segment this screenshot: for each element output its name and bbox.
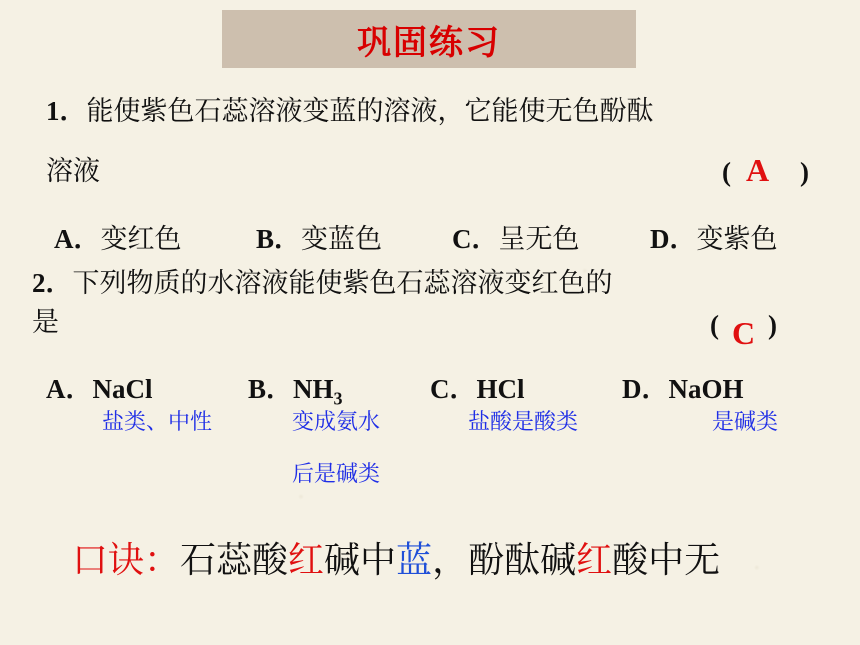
note-option-d: 是碱类 (712, 410, 779, 435)
option-text: NH (293, 374, 334, 404)
mnemonic-red-1: 红 (288, 540, 325, 581)
option-letter: C． (452, 224, 499, 254)
option-text: 呈无色 (498, 224, 580, 255)
note-option-a: 盐类、中性 (102, 410, 213, 435)
mnemonic-part-4: 酸中无 (612, 540, 721, 581)
question-1-option-a (54, 217, 182, 256)
mnemonic-red-2: 红 (576, 540, 613, 581)
option-text: NaCl (92, 374, 153, 404)
option-letter: B． (256, 224, 302, 254)
slide-title: 巩固练习 (357, 22, 501, 63)
question-2-line-1 (32, 268, 613, 299)
question-2-option-a (46, 367, 153, 406)
mnemonic-label: 口诀： (72, 540, 181, 581)
title-banner (222, 10, 636, 68)
question-2-paren-open: ( (710, 310, 719, 340)
option-subscript: 3 (333, 388, 343, 409)
question-2-option-b (248, 367, 343, 409)
question-2-number: 2． (32, 268, 73, 298)
question-1-text: 能使紫色石蕊溶液变蓝的溶液，它能使无色酚酞 (86, 96, 654, 127)
note-option-b-line-2: 后是碱类 (292, 462, 381, 487)
question-2-text: 下列物质的水溶液能使紫色石蕊溶液变红色的 (72, 268, 613, 299)
question-2-line-2: 是 (32, 307, 59, 338)
mnemonic-part-1: 石蕊酸 (180, 540, 289, 581)
question-1-option-c (452, 217, 580, 256)
mnemonic-blue-1: 蓝 (396, 540, 433, 581)
option-text: 变红色 (100, 224, 182, 255)
question-1-answer: A (746, 152, 770, 188)
option-letter: C． (430, 374, 477, 404)
option-text: 变蓝色 (301, 224, 383, 255)
question-1-line-1 (46, 96, 654, 127)
note-option-c: 盐酸是酸类 (468, 410, 579, 435)
mnemonic (72, 532, 720, 583)
mnemonic-part-2: 碱中 (324, 540, 397, 581)
question-1-number: 1． (46, 96, 87, 126)
question-2-answer: C (732, 315, 756, 351)
option-letter: A． (54, 224, 101, 254)
question-2-paren-close: ) (768, 310, 777, 340)
option-text: NaOH (668, 374, 744, 404)
question-1-option-d (650, 217, 778, 256)
option-text: HCl (476, 374, 525, 404)
option-letter: D． (622, 374, 669, 404)
option-letter: A． (46, 374, 93, 404)
note-option-b-line-1: 变成氨水 (292, 410, 381, 435)
question-1-line-2: 溶液 (46, 156, 100, 187)
option-letter: B． (248, 374, 294, 404)
question-2-option-d (622, 367, 744, 406)
question-1-paren-close: ) (800, 157, 809, 187)
question-1-paren-open: ( (722, 157, 731, 187)
question-2-option-c (430, 367, 525, 406)
question-1-option-b (256, 217, 382, 256)
option-letter: D． (650, 224, 697, 254)
mnemonic-part-3: ，酚酞碱 (432, 540, 577, 581)
option-text: 变紫色 (696, 224, 778, 255)
